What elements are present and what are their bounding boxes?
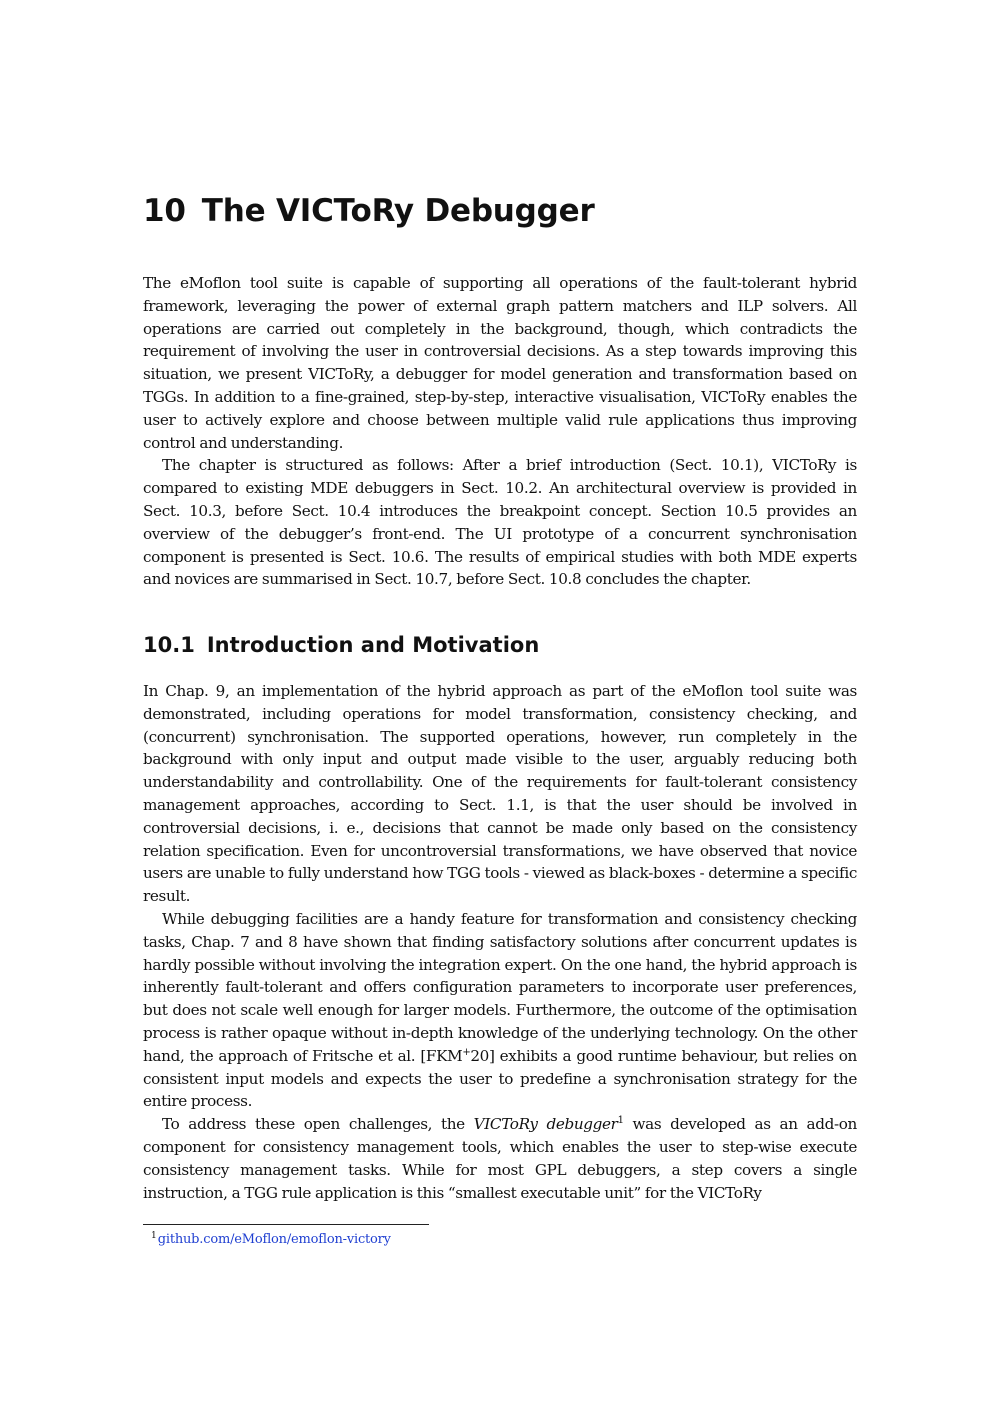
chapter-intro (143, 272, 857, 591)
footnote (151, 1226, 391, 1250)
citation-superscript: + (462, 1046, 471, 1058)
section-paragraph-3 (143, 1113, 857, 1204)
section-paragraph-2-text: While debugging facilities are a handy feature for transformation and consistency checking tasks, Chap. 7 and 8 have shown that finding satisfactory solutions after concurrent updates is hardly possible without involving the integration expert. On the one hand, the hybrid approach is inherently fault-tolerant and offers configuration parameters to incorporate user preferences, but does not scale well enough for larger models. Furthermore, the outcome of the optimisation process is rather opaque without in-depth knowledge of the underlying technology. On the other hand, the approach of Fritsche et al. [FKM (143, 909, 857, 1065)
section-number: 10.1 (143, 633, 195, 657)
page (143, 0, 857, 1414)
section-paragraph-2 (143, 908, 857, 1113)
chapter-title (143, 188, 595, 234)
victory-debugger-emphasis: VICToRy debugger (473, 1115, 618, 1134)
section-body (143, 680, 857, 1204)
section-paragraph-2-end: 20] exhibits a good runtime behaviour, but relies on consistent input models and expects the user to predefine a synchronisation strategy for the entire process. (143, 1046, 857, 1111)
section-title-text: Introduction and Motivation (206, 633, 540, 657)
footnote-link[interactable]: github.com/eMoflon/emoflon-victory (157, 1232, 391, 1247)
intro-paragraph-2: The chapter is structured as follows: After a brief introduction (Sect. 10.1), VICToRy is compared to existing MDE debuggers in Sect. 10.2. An architectural overview is provided in Sect. 10.3, before Sect. 10.4 introduces the breakpoint concept. Section 10.5 provides an overview of the debugger’s front-end. The UI prototype of a concurrent synchronisation component is presented is Sect. 10.6. The results of empirical studies with both MDE experts and novices are summarised in Sect. 10.7, before Sect. 10.8 concludes the chapter. (143, 456, 857, 589)
intro-paragraph-1: The eMoflon tool suite is capable of supporting all operations of the fault-tolerant hybrid framework, leveraging the power of external graph pattern matchers and ILP solvers. All operations are carried out completely in the background, though, which contradicts the requirement of involving the user in controversial decisions. As a step towards improving this situation, we present VICToRy, a debugger for model generation and transformation based on TGGs. In addition to a fine-grained, step-by-step, interactive visualisation, VICToRy enables the user to actively explore and choose between multiple valid rule applications thus improving control and understanding. (143, 274, 857, 452)
chapter-title-text: The VICToRy Debugger (201, 193, 595, 229)
section-paragraph-1: In Chap. 9, an implementation of the hybrid approach as part of the eMoflon tool suite was demonstrated, including operations for model transformation, consistency checking, and (concurrent) synchronisation. The supported operations, however, run completely in the background with only input and output made visible to the user, arguably reducing both understandability and controllability. One of the requirements for fault-tolerant consistency management approaches, according to Sect. 1.1, is that the user should be involved in controversial decisions, i. e., decisions that cannot be made only based on the consistency relation specification. Even for uncontroversial transformations, we have observed that novice users are unable to fully understand how TGG tools - viewed as black-boxes - determine a specific result. (143, 682, 857, 906)
section-paragraph-3-end: was developed as an add-on component for consistency management tools, which enables the user to step-wise execute consistency management tasks. While for most GPL debuggers, a step covers a single instruction, a TGG rule application is this “smallest executable unit” for the VICToRy (143, 1115, 857, 1202)
footnote-divider (143, 1224, 429, 1225)
footnote-reference: 1 (617, 1115, 624, 1127)
section-title (143, 630, 539, 660)
footnote-mark: 1 (151, 1231, 157, 1241)
section-paragraph-3-start: To address these open challenges, the (162, 1115, 474, 1134)
chapter-number: 10 (143, 193, 186, 229)
